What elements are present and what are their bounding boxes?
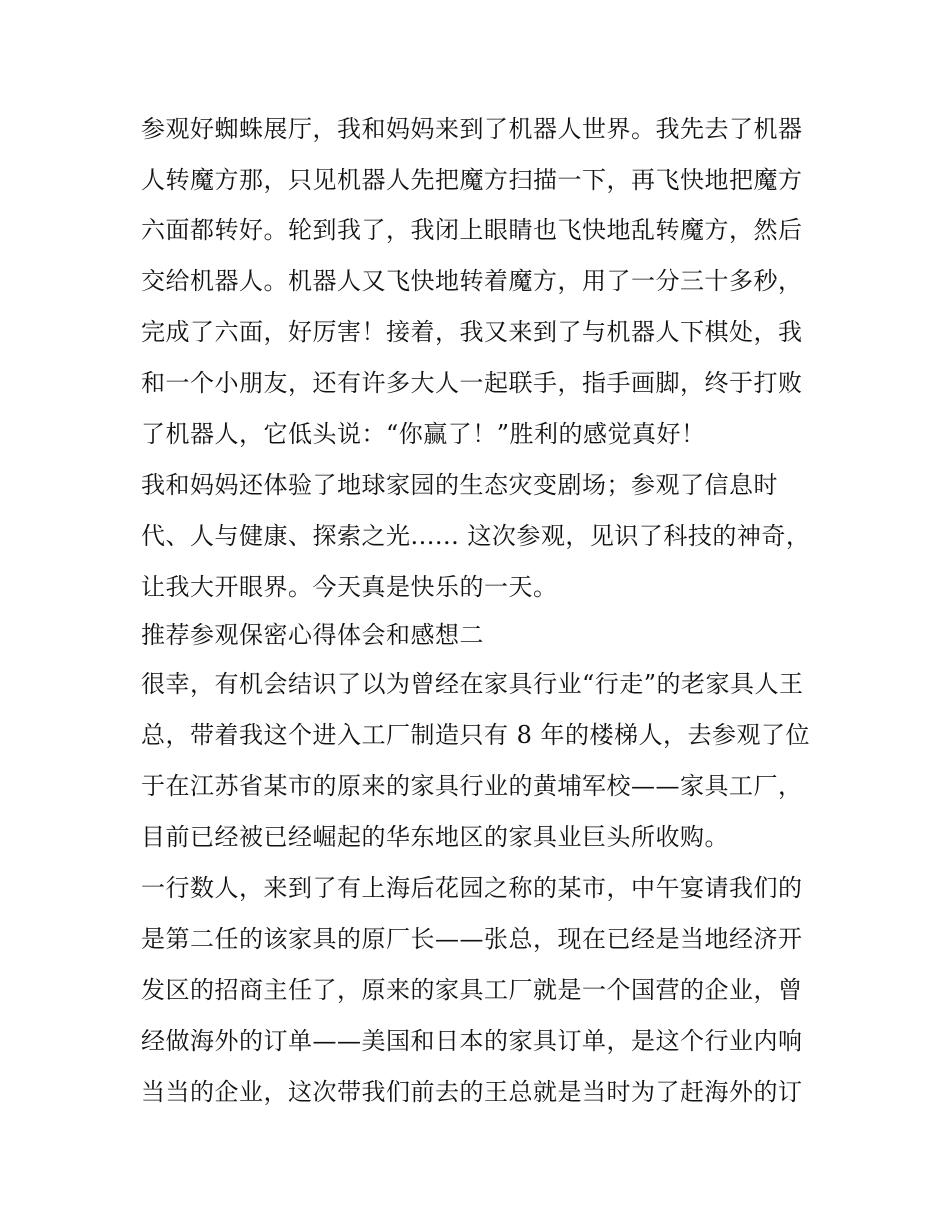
text-line-13: 总，带着我这个进入工厂制造只有 8 年的楼梯人，去参观了位	[141, 721, 811, 749]
text-line-9: 代、人与健康、探索之光...... 这次参观，见识了科技的神奇，	[141, 522, 811, 550]
text-line-8: 我和妈妈还体验了地球家园的生态灾变剧场；参观了信息时	[141, 471, 778, 499]
text-line-15: 目前已经被已经崛起的华东地区的家具业巨头所收购。	[141, 823, 729, 851]
text-line-4: 交给机器人。机器人又飞快地转着魔方，用了一分三十多秒，	[141, 267, 803, 295]
text-line-14: 于在江苏省某市的原来的家具行业的黄埔军校——家具工厂，	[141, 772, 803, 800]
text-line-18: 发区的招商主任了，原来的家具工厂就是一个国营的企业，曾	[141, 976, 803, 1004]
text-line-12: 很幸，有机会结识了以为曾经在家具行业“行走”的老家具人王	[141, 670, 804, 698]
text-line-10: 让我大开眼界。今天真是快乐的一天。	[141, 573, 558, 601]
text-line-16: 一行数人，来到了有上海后花园之称的某市，中午宴请我们的	[141, 874, 803, 902]
text-line-3: 六面都转好。轮到我了，我闭上眼睛也飞快地乱转魔方，然后	[141, 216, 803, 244]
text-line-5: 完成了六面，好厉害！接着，我又来到了与机器人下棋处，我	[141, 318, 803, 346]
text-line-7: 了机器人，它低头说：“你赢了！”胜利的感觉真好！	[141, 420, 706, 448]
text-line-19: 经做海外的订单——美国和日本的家具订单，是这个行业内响	[141, 1027, 803, 1055]
text-line-1: 参观好蜘蛛展厅，我和妈妈来到了机器人世界。我先去了机器	[141, 115, 803, 143]
text-line-6: 和一个小朋友，还有许多大人一起联手，指手画脚，终于打败	[141, 369, 803, 397]
section-heading: 推荐参观保密心得体会和感想二	[141, 621, 484, 649]
text-line-2: 人转魔方那，只见机器人先把魔方扫描一下，再飞快地把魔方	[141, 166, 803, 194]
text-line-20: 当当的企业，这次带我们前去的王总就是当时为了赶海外的订	[141, 1078, 803, 1106]
text-line-17: 是第二任的该家具的原厂长——张总，现在已经是当地经济开	[141, 925, 803, 953]
